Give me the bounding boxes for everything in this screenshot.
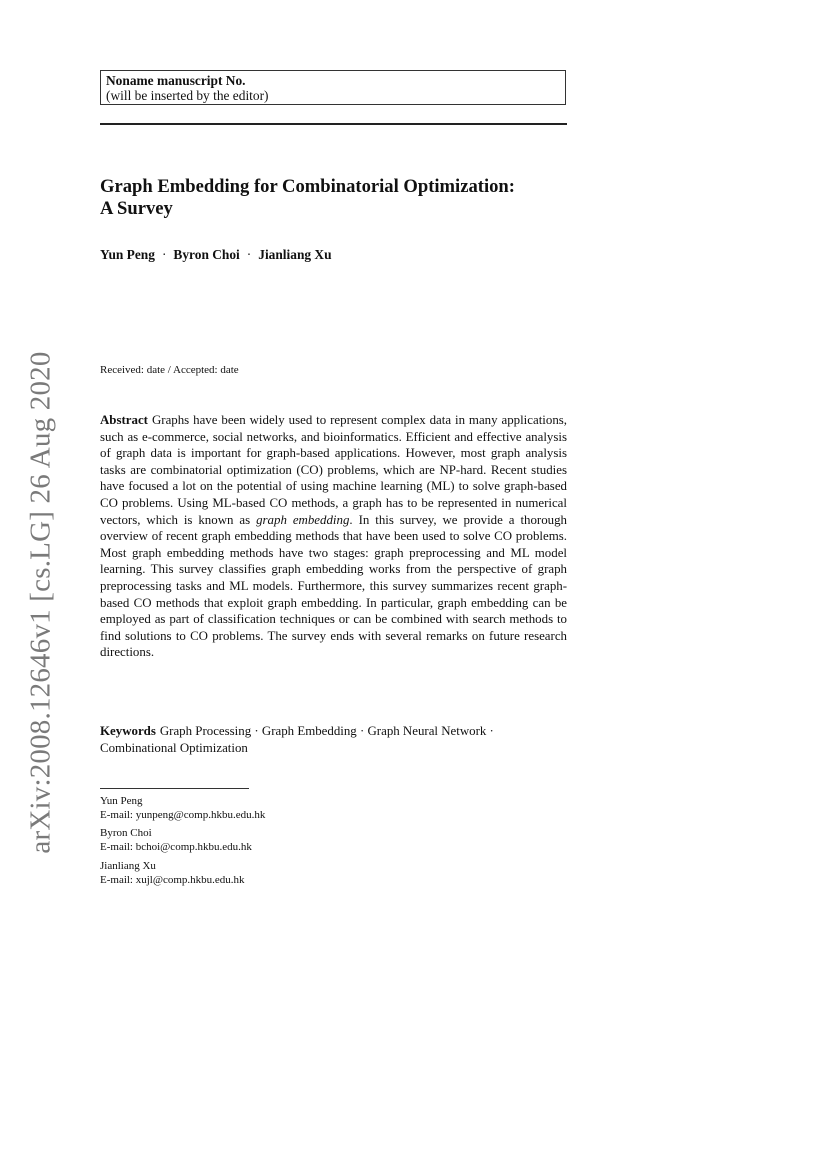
affiliation-block xyxy=(100,795,400,822)
paper-title xyxy=(100,176,570,220)
affiliation-email: E-mail: yunpeng@comp.hkbu.edu.hk xyxy=(100,808,266,821)
footnote-rule xyxy=(100,788,249,789)
arxiv-side-stamp xyxy=(24,350,57,854)
abstract-text-continued: . In this survey, we provide a thorough overview of recent graph embedding methods that have been used to solve CO problems. Most graph embedding methods have two stages: graph preprocessing and ML model learning. This survey classifies graph embedding works from the perspective of graph preprocessing tasks and ML models. Furthermore, this survey summarizes recent graph-based CO methods that exploit graph embedding. In particular, graph embedding can be employed as part of classification techniques or can be combined with search methods to find solutions to CO problems. The survey ends with several remarks on future research directions. xyxy=(100,512,567,660)
author-separator: · xyxy=(246,247,252,262)
author-separator: · xyxy=(161,247,167,262)
abstract-emphasis: graph embedding xyxy=(256,512,350,527)
manuscript-label: Noname manuscript No. xyxy=(106,73,246,88)
keywords-label: Keywords xyxy=(100,724,156,738)
affiliation-name: Byron Choi xyxy=(100,827,152,839)
author-name: Yun Peng xyxy=(100,247,155,262)
affiliation-block xyxy=(100,860,400,887)
editor-note: (will be inserted by the editor) xyxy=(106,87,269,103)
affiliation-email: E-mail: bchoi@comp.hkbu.edu.hk xyxy=(100,840,252,853)
abstract xyxy=(100,412,567,661)
author-name: Jianliang Xu xyxy=(258,247,332,262)
affiliation-email: E-mail: xujl@comp.hkbu.edu.hk xyxy=(100,873,245,886)
affiliation-block xyxy=(100,827,400,854)
author-list xyxy=(100,247,332,263)
received-date: Received: date / Accepted: date xyxy=(100,364,239,376)
title-line-2: A Survey xyxy=(100,198,173,219)
arxiv-identifier: arXiv:2008.12646v1 [cs.LG] 26 Aug 2020 xyxy=(24,350,57,854)
header-rule xyxy=(100,123,567,125)
manuscript-box xyxy=(100,70,566,105)
affiliation-name: Jianliang Xu xyxy=(100,860,156,872)
abstract-label: Abstract xyxy=(100,413,148,427)
author-name: Byron Choi xyxy=(173,247,240,262)
keywords-text: Graph Processing · Graph Embedding · Graph Neural Network · Combinational Optimization xyxy=(100,724,494,755)
abstract-text: Graphs have been widely used to represent complex data in many applications, such as e-commerce, social networks, and bioinformatics. Efficient and effective analysis of graph data is important for graph-based applications. However, most graph analysis tasks are combinatorial optimization (CO) problems, which are NP-hard. Recent studies have focused a lot on the potential of using machine learning (ML) to solve graph-based CO problems. Using ML-based CO methods, a graph has to be represented in numerical vectors, which is known as xyxy=(100,413,567,527)
title-line-1: Graph Embedding for Combinatorial Optimization: xyxy=(100,176,515,197)
affiliation-name: Yun Peng xyxy=(100,795,143,807)
keywords xyxy=(100,723,567,756)
